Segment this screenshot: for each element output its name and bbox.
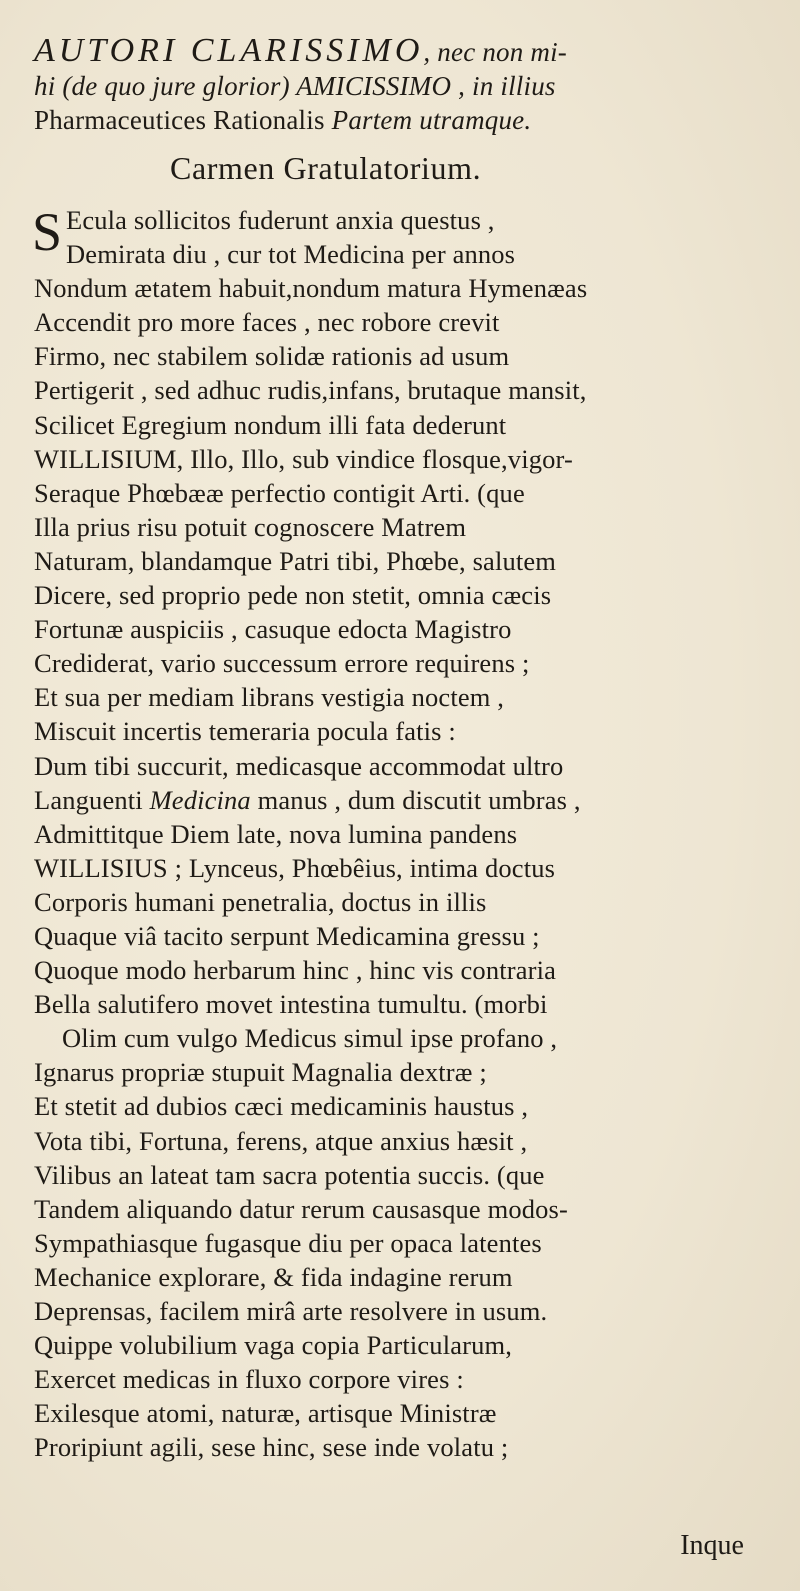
poem-line: WILLISIUS ; Lynceus, Phœbêius, intima doctus: [34, 852, 556, 883]
poem-line-text: Ecula sollicitos fuderunt anxia questus ,: [66, 205, 495, 235]
poem-line: Firmo, nec stabilem solidæ rationis ad usum: [34, 341, 510, 372]
poem-line: Vota tibi, Fortuna, ferens, atque anxius hæsit ,: [34, 1125, 528, 1156]
poem-line: Deprensas, facilem mirâ arte resolvere in usum.: [34, 1296, 548, 1326]
poem-line: Exercet medicas in fluxo corpore vires :: [34, 1364, 464, 1395]
poem-line: Quaque viâ tacito serpunt Medicamina gressu ;: [34, 920, 540, 951]
poem-line: Miscuit incertis temeraria pocula fatis :: [34, 716, 456, 747]
poem-line: Exilesque atomi, naturæ, artisque Ministræ: [34, 1398, 497, 1429]
poem-line: Crediderat, vario successum errore requirens ;: [34, 648, 530, 679]
catchword: Inque: [680, 1530, 744, 1561]
dedication-line-1: [34, 34, 766, 69]
poem-line: Illa prius risu potuit cognoscere Matrem: [34, 511, 467, 542]
poem-line: Languenti Medicina manus , dum discutit umbras ,: [34, 784, 581, 815]
dedication-line-2: hi (de quo jure glorior) AMICISSIMO , in illius: [34, 71, 556, 101]
poem-line: Fortunæ auspiciis , casuque edocta Magistro: [34, 614, 512, 645]
poem-line: Vilibus an lateat tam sacra potentia succis. (que: [34, 1159, 545, 1190]
poem-line: Pertigerit , sed adhuc rudis,infans, brutaque mansit,: [34, 375, 587, 406]
poem-line: Ignarus propriæ stupuit Magnalia dextræ ;: [34, 1057, 487, 1088]
poem-line: Demirata diu , cur tot Medicina per annos: [66, 239, 516, 270]
poem-line: Quoque modo herbarum hinc , hinc vis contraria: [34, 955, 557, 986]
poem-line: Bella salutifero movet intestina tumultu. (morbi: [34, 989, 548, 1020]
dedication-line-3-tail: Partem utramque.: [331, 105, 532, 135]
poem-line: WILLISIUM, Illo, Illo, sub vindice flosque,vigor-: [34, 443, 573, 474]
poem-line: Dum tibi succurit, medicasque accommodat ultro: [34, 750, 564, 781]
italic-word: Medicina: [149, 784, 251, 815]
drop-capital: S: [32, 202, 63, 262]
poem-line: Et stetit ad dubios cæci medicaminis haustus ,: [34, 1091, 529, 1122]
poem-line: Nondum ætatem habuit,nondum matura Hymenæas: [34, 273, 588, 304]
dedication-book-title: Pharmaceutices Rationalis: [34, 105, 332, 135]
poem-line: Sympathiasque fugasque diu per opaca latentes: [34, 1227, 542, 1258]
poem-line: Et sua per mediam librans vestigia noctem ,: [34, 682, 505, 713]
poem-line: Scilicet Egregium nondum illi fata dederunt: [34, 409, 507, 440]
poem-line: Tandem aliquando datur rerum causasque modos-: [34, 1193, 568, 1224]
dedication-recipient: AUTORI CLARISSIMO: [34, 32, 424, 69]
poem-line: Dicere, sed proprio pede non stetit, omnia cæcis: [34, 580, 552, 611]
dedication-line-3: [34, 103, 766, 137]
poem-line: Naturam, blandamque Patri tibi, Phœbe, salutem: [34, 545, 557, 576]
poem-line: Seraque Phœbææ perfectio contigit Arti. (que: [34, 477, 525, 508]
poem-line: Mechanice explorare, & fida indagine rerum: [34, 1261, 513, 1292]
dedication-line-1-tail: , nec non mi-: [423, 37, 567, 67]
poem-line: Admittitque Diem late, nova lumina pandens: [34, 818, 518, 849]
poem-line: Olim cum vulgo Medicus simul ipse profano ,: [62, 1023, 558, 1054]
poem-line: Quippe volubilium vaga copia Particularum,: [34, 1330, 513, 1361]
poem-line: Accendit pro more faces , nec robore crevit: [34, 307, 500, 338]
poem-line: Corporis humani penetralia, doctus in illis: [34, 886, 487, 917]
poem-line: Proripiunt agili, sese hinc, sese inde volatu ;: [34, 1432, 509, 1463]
poem-title: Carmen Gratulatorium.: [170, 150, 482, 186]
